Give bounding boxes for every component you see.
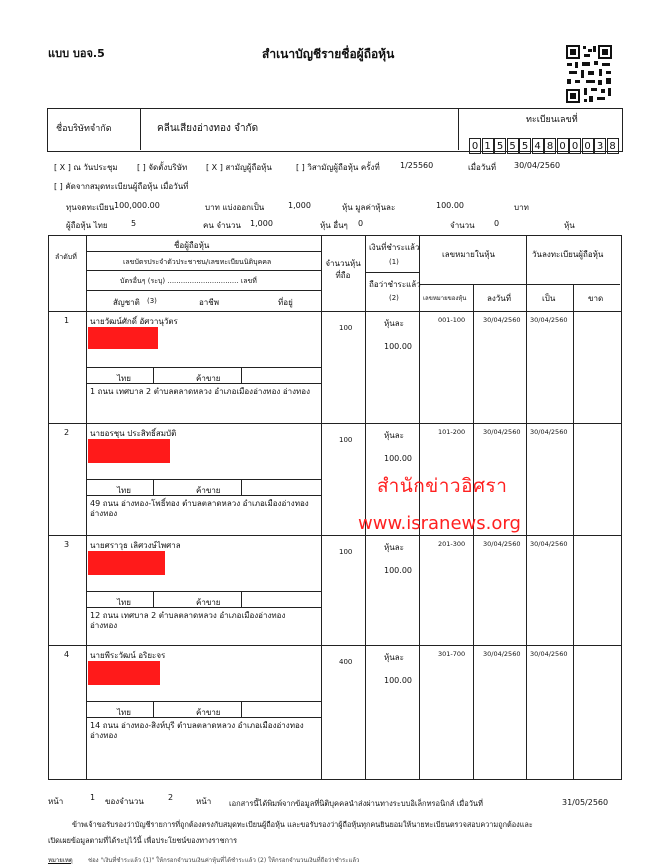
thai-shares: 1,000 <box>250 219 273 228</box>
row-per-share-label: หุ้นละ <box>384 543 404 552</box>
col-paid: เงินที่ชำระแล้ว <box>369 243 420 252</box>
row-cert-date: 30/04/2560 <box>483 540 521 548</box>
row-seq: 4 <box>64 650 70 659</box>
row-share-range: 301-700 <box>438 650 466 658</box>
col-holder-name: ชื่อผู้ถือหุ้น <box>174 241 210 250</box>
redacted-id-block <box>88 551 165 575</box>
redacted-id-block <box>88 439 170 463</box>
row-divider <box>86 479 321 480</box>
col-address: ที่อยู่ <box>278 298 293 307</box>
row-divider <box>241 479 242 495</box>
row-seq: 2 <box>64 428 70 437</box>
col-nationality: สัญชาติ <box>113 298 140 307</box>
row-shares: 100 <box>339 324 353 332</box>
copy-from-register: [ ] คัดจากสมุดทะเบียนผู้ถือหุ้น เมื่อวันที่ <box>54 182 189 191</box>
col-nationality-note: (3) <box>147 297 157 305</box>
row-per-share-label: หุ้นละ <box>384 319 404 328</box>
row-cert-date: 30/04/2560 <box>483 316 521 324</box>
col-became: เป็น <box>542 294 556 303</box>
col-paid-deemed-note: (2) <box>389 294 399 302</box>
par-value: 100.00 <box>436 201 464 210</box>
row-register-date: 30/04/2560 <box>530 540 568 548</box>
row-nationality: ไทย <box>117 374 131 383</box>
row-per-share: 100.00 <box>384 566 412 575</box>
row-nationality: ไทย <box>117 486 131 495</box>
row-per-share: 100.00 <box>384 454 412 463</box>
watermark-url: www.isranews.org <box>358 513 521 534</box>
row-divider <box>153 701 154 717</box>
col-register-date: วันลงทะเบียนผู้ถือหุ้น <box>532 250 604 259</box>
thai-holders: 5 <box>131 219 137 228</box>
row-divider <box>86 701 321 702</box>
row-per-share-label: หุ้นละ <box>384 653 404 662</box>
meeting-number: 1/25560 <box>400 161 434 170</box>
foreign-shares: 0 <box>494 219 500 228</box>
row-divider <box>241 367 242 383</box>
thai-holders-label: ผู้ถือหุ้น ไทย <box>66 221 108 230</box>
holder-name: นายพีระวัฒน์ อริยะจร <box>90 651 166 660</box>
col-seq: ลำดับที่ <box>55 253 77 261</box>
row-occupation: ค้าขาย <box>196 708 221 717</box>
registration-digit: 0 <box>469 138 481 154</box>
page-number: 1 <box>90 793 96 802</box>
certification-line-2: เปิดเผยข้อมูลตามที่ได้ระบุไว้นี้ เพื่อประโยชน์ของทางราชการ <box>48 836 238 845</box>
redacted-id-block <box>88 661 160 685</box>
registration-digit: 4 <box>532 138 544 154</box>
row-per-share: 100.00 <box>384 342 412 351</box>
total-shares: 1,000 <box>288 201 311 210</box>
row-shares: 100 <box>339 548 353 556</box>
registration-digit: 5 <box>494 138 506 154</box>
row-divider <box>153 591 154 607</box>
registration-digit: 0 <box>557 138 569 154</box>
page-label: หน้า <box>48 797 64 806</box>
row-seq: 1 <box>64 316 70 325</box>
certification-line-1: ข้าพเจ้าขอรับรองว่าบัญชีรายการที่ถูกต้องตรงกับสมุดทะเบียนผู้ถือหุ้น และขอรับรองว่าผู้ถือหุ้นทุกคนยินยอมให้นายทะเบียนตรวจสอบความถูกต้องและ <box>72 820 533 829</box>
option-extraordinary: [ ] วิสามัญผู้ถือหุ้น ครั้งที่ <box>296 163 380 172</box>
row-address: 1 ถนน เทศบาล 2 ตำบลตลาดหลวง อำเภอเมืองอ่างทอง อ่างทอง <box>90 387 311 396</box>
col-paid-deemed: ถือว่าชำระแล้ว <box>369 280 421 289</box>
meeting-date: 30/04/2560 <box>514 161 561 170</box>
foreign-holders: 0 <box>358 219 364 228</box>
holder-name: นายอรชุน ประสิทธิ์สมบัติ <box>90 429 177 438</box>
row-cert-date: 30/04/2560 <box>483 650 521 658</box>
col-share-numbers: เลขหมายในหุ้น <box>442 250 495 259</box>
share-unit: หุ้น <box>564 221 575 230</box>
row-divider <box>153 479 154 495</box>
row-nationality: ไทย <box>117 598 131 607</box>
col-occupation: อาชีพ <box>199 298 219 307</box>
meeting-date-label: เมื่อวันที่ <box>468 163 497 172</box>
row-nationality: ไทย <box>117 708 131 717</box>
col-cert-number: เลขหมายของหุ้น <box>423 295 467 302</box>
row-occupation: ค้าขาย <box>196 486 221 495</box>
page-total: 2 <box>168 793 174 802</box>
company-name: คลีนเสียงอ่างทอง จำกัด <box>157 123 259 134</box>
option-ordinary: [ X ] สามัญผู้ถือหุ้น <box>206 163 272 172</box>
holder-name: นายศราวุธ เลิศวงษ์ไพศาล <box>90 541 181 550</box>
row-share-range: 201-300 <box>438 540 466 548</box>
watermark-org: สำนักข่าวอิศรา <box>377 475 508 497</box>
row-address: 12 ถนน เทศบาล 2 ตำบลตลาดหลวง อำเภอเมืองอ่างทอง อ่างทอง <box>90 611 286 630</box>
col-ceased: ขาด <box>588 294 604 303</box>
remark-text: ช่อง "เงินที่ชำระแล้ว (1)" ให้กรอกจำนวนเงินค่าหุ้นที่ได้ชำระแล้ว (2) ให้กรอกจำนวนเงินที่ถือว่าชำระแล้ว <box>88 857 360 864</box>
registration-digit: 3 <box>594 138 606 154</box>
row-register-date: 30/04/2560 <box>530 428 568 436</box>
registration-digit: 8 <box>544 138 556 154</box>
pages-label: หน้า <box>196 797 212 806</box>
col-cert-date: ลงวันที่ <box>487 294 512 303</box>
par-label: หุ้น มูลค่าหุ้นละ <box>342 203 396 212</box>
document-title: สำเนาบัญชีรายชื่อผู้ถือหุ้น <box>262 47 395 61</box>
option-meeting-date: [ X ] ณ วันประชุม <box>54 163 118 172</box>
row-occupation: ค้าขาย <box>196 374 221 383</box>
registration-label: ทะเบียนเลขที่ <box>526 115 578 125</box>
foreign-label: หุ้น อื่นๆ <box>320 221 348 230</box>
holder-name: นายวัฒน์ศักดิ์ อัศวานุวัตร <box>90 317 178 326</box>
thai-count-label: คน จำนวน <box>203 221 241 230</box>
row-register-date: 30/04/2560 <box>530 316 568 324</box>
redacted-id-block <box>88 327 158 349</box>
row-occupation: ค้าขาย <box>196 598 221 607</box>
row-cert-date: 30/04/2560 <box>483 428 521 436</box>
registration-digit: 0 <box>582 138 594 154</box>
row-shares: 400 <box>339 658 353 666</box>
electronic-note-date: 31/05/2560 <box>562 798 609 807</box>
col-paid-note: (1) <box>389 258 399 266</box>
col-shares-held: จำนวนหุ้นที่ถือ <box>325 259 361 280</box>
company-label: ชื่อบริษัทจำกัด <box>56 124 112 134</box>
col-other-card: บัตรอื่นๆ (ระบุ) ................................ เลขที่ <box>120 277 257 285</box>
form-code: แบบ บอจ.5 <box>48 47 105 60</box>
row-address: 49 ถนน อ่างทอง-โพธิ์ทอง ตำบลตลาดหลวง อำเภอเมืองอ่างทอง อ่างทอง <box>90 499 309 518</box>
row-seq: 3 <box>64 540 70 549</box>
row-per-share-label: หุ้นละ <box>384 431 404 440</box>
registration-digit: 0 <box>569 138 581 154</box>
row-share-range: 101-200 <box>438 428 466 436</box>
row-divider <box>241 591 242 607</box>
row-shares: 100 <box>339 436 353 444</box>
registered-capital-label: ทุนจดทะเบียน <box>66 203 115 212</box>
registration-digit: 5 <box>507 138 519 154</box>
option-incorporation: [ ] จัดตั้งบริษัท <box>137 163 188 172</box>
row-divider <box>86 591 321 592</box>
qr-code-icon <box>565 44 613 104</box>
baht-label: บาท <box>514 203 529 212</box>
foreign-count-label: จำนวน <box>450 221 475 230</box>
row-share-range: 001-100 <box>438 316 466 324</box>
of-label: ของจำนวน <box>105 797 144 806</box>
col-id: เลขบัตรประจำตัวประชาชน/เลขทะเบียนนิติบุคคล <box>123 258 272 266</box>
row-address: 14 ถนน อ่างทอง-สิงห์บุรี ตำบลตลาดหลวง อำเภอเมืองอ่างทอง อ่างทอง <box>90 721 304 740</box>
row-register-date: 30/04/2560 <box>530 650 568 658</box>
row-divider <box>153 367 154 383</box>
registered-capital: 100,000.00 <box>114 201 160 210</box>
electronic-note: เอกสารนี้ได้พิมพ์จากข้อมูลที่นิติบุคคลนำส่งผ่านทางระบบอิเล็กทรอนิกส์ เมื่อวันที่ <box>229 799 483 808</box>
remark-label: หมายเหตุ <box>48 857 73 864</box>
divided-label: บาท แบ่งออกเป็น <box>205 203 265 212</box>
registration-digit: 5 <box>519 138 531 154</box>
registration-digit: 8 <box>607 138 619 154</box>
registration-digit: 1 <box>482 138 494 154</box>
row-divider <box>241 701 242 717</box>
row-per-share: 100.00 <box>384 676 412 685</box>
row-divider <box>86 367 321 368</box>
